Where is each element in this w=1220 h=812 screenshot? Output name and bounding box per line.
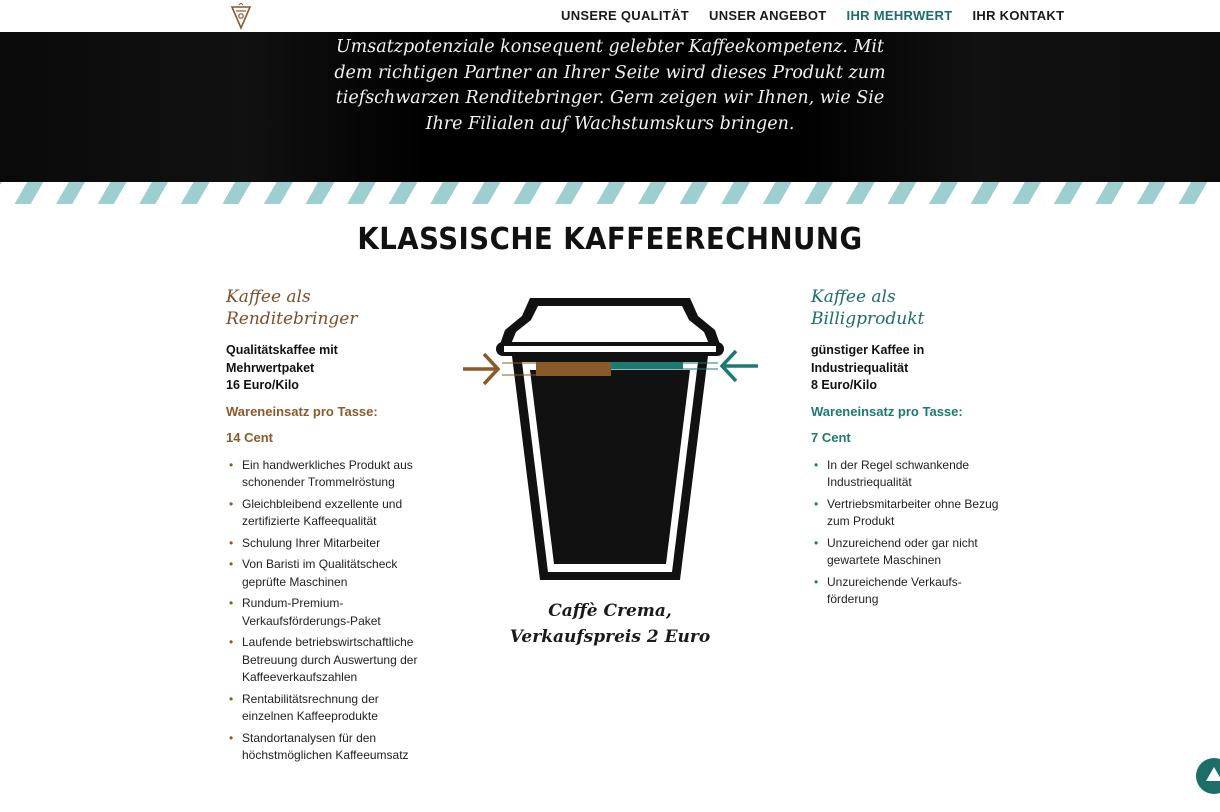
description-line: Industriequalität — [811, 360, 909, 375]
list-item — [226, 556, 421, 591]
caption-line: Caffè Crema, — [548, 601, 672, 621]
list-item — [811, 574, 1001, 609]
column-title-line: Kaffee als — [226, 287, 311, 307]
bullet-icon: • — [814, 535, 819, 550]
column-title — [811, 286, 1001, 330]
list-item-text: Unzureichende Verkaufs-förderung — [827, 574, 962, 606]
list-item-text: Rentabilitätsrechnung der einzelnen Kaffeeprodukte — [242, 691, 379, 723]
column-renditebringer — [226, 286, 421, 769]
description-line: Mehrwertpaket — [226, 360, 315, 375]
cost-per-cup-value: 7 Cent — [811, 429, 851, 445]
description-line: Qualitätskaffee mit — [226, 343, 338, 357]
caption-line: Verkaufspreis 2 Euro — [509, 627, 711, 647]
list-item-text: Ein handwerkliches Produkt aus schonender Trommelröstung — [242, 457, 413, 489]
list-item-text: Schulung Ihrer Mitarbeiter — [242, 535, 381, 550]
list-item-text: In der Regel schwankende Industriequalität — [827, 457, 970, 489]
coffee-cup-icon — [460, 288, 760, 584]
stripe-divider — [0, 182, 1220, 204]
column-title-line: Billigprodukt — [811, 309, 925, 329]
nav-item-ihr-kontakt[interactable]: IHR KONTAKT — [972, 8, 1065, 23]
list-item — [226, 535, 421, 553]
scroll-to-top-button[interactable] — [1196, 758, 1220, 794]
nav-item-unsere-qualitaet[interactable]: UNSERE QUALITÄT — [561, 8, 689, 23]
cost-per-cup-value: 14 Cent — [226, 429, 273, 445]
column-title-line: Kaffee als — [811, 287, 896, 307]
nav-item-ihr-mehrwert[interactable]: IHR MEHRWERT — [846, 8, 953, 23]
bullet-icon: • — [229, 457, 234, 472]
bullet-icon: • — [814, 496, 819, 511]
list-item-text: Unzureichend oder gar nicht gewartete Maschinen — [827, 535, 978, 567]
description-line: günstiger Kaffee in — [811, 343, 925, 357]
list-item-text: Standortanalysen für den höchstmöglichen Kaffeeumsatz — [242, 730, 409, 762]
list-item — [226, 496, 421, 531]
section-title: KLASSISCHE KAFFEERECHNUNG — [357, 222, 863, 257]
list-item — [226, 730, 421, 765]
price-per-kilo: 16 Euro/Kilo — [226, 378, 299, 392]
list-item — [226, 595, 421, 630]
top-navigation — [0, 0, 1220, 32]
list-item — [226, 457, 421, 492]
cost-per-cup-label: Wareneinsatz pro Tasse: — [226, 403, 378, 419]
list-item — [811, 457, 1001, 492]
list-item — [811, 496, 1001, 531]
benefit-list — [226, 457, 421, 765]
column-billigprodukt — [811, 286, 1001, 613]
cost-per-cup-label: Wareneinsatz pro Tasse: — [811, 403, 963, 419]
column-description — [226, 342, 421, 395]
list-item — [226, 691, 421, 726]
column-title — [226, 286, 421, 330]
hero-banner — [0, 32, 1220, 182]
list-item — [811, 535, 1001, 570]
bullet-icon: • — [229, 635, 234, 649]
bullet-icon: • — [229, 596, 234, 610]
arrow-up-icon — [1204, 765, 1220, 783]
nav-item-unser-angebot[interactable]: UNSER ANGEBOT — [709, 8, 827, 23]
brand-logo-icon[interactable] — [229, 3, 253, 31]
column-title-line: Renditebringer — [226, 309, 358, 329]
list-item-text: Vertriebsmitarbeiter ohne Bezug zum Produkt — [827, 496, 999, 528]
bullet-icon: • — [229, 730, 234, 745]
bullet-icon: • — [814, 457, 819, 472]
bullet-icon: • — [229, 496, 234, 511]
hero-text: Umsatzpotenziale konsequent gelebter Kaffeekompetenz. Mit dem richtigen Partner an Ihrer Seite wird dieses Produkt zum tiefschwarzen Renditebringer. Gern zeigen wir Ihnen, wie Sie Ihre Filialen auf Wachstumskurs bringen. — [334, 37, 886, 134]
list-item-text: Gleichbleibend exzellente und zertifizierte Kaffeequalität — [242, 496, 403, 528]
bullet-icon: • — [229, 557, 234, 571]
bullet-icon: • — [229, 691, 234, 706]
main-nav — [561, 8, 1084, 23]
drawback-list — [811, 457, 1001, 609]
cup-caption — [460, 598, 760, 650]
list-item-text: Von Baristi im Qualitätscheck geprüfte Maschinen — [242, 557, 398, 589]
list-item-text: Laufende betriebswirtschaftliche Betreuung durch Auswertung der Kaffeeverkaufszahlen — [242, 635, 418, 684]
list-item — [226, 634, 421, 687]
price-per-kilo: 8 Euro/Kilo — [811, 378, 877, 392]
list-item-text: Rundum-Premium-Verkaufsförderungs-Paket — [242, 596, 381, 628]
bullet-icon: • — [814, 574, 819, 589]
bullet-icon: • — [229, 535, 234, 550]
column-description — [811, 342, 1001, 395]
